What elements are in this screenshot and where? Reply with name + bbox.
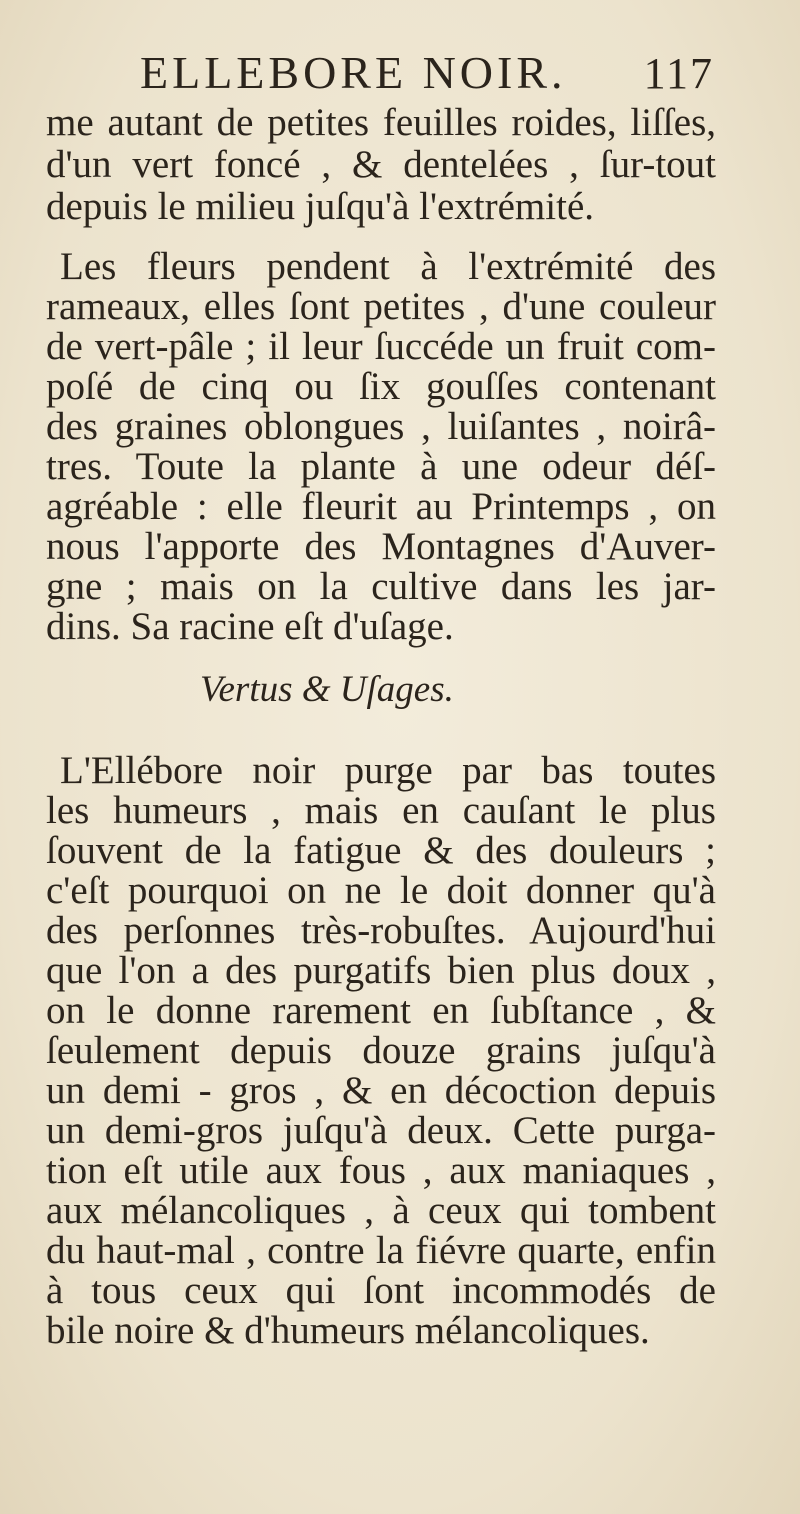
text-line: des perſonnes très-robuſtes. Aujourd'hui — [46, 909, 716, 952]
text-line: un demi-gros juſqu'à deux. Cette purga- — [46, 1109, 716, 1152]
page-header — [140, 46, 720, 104]
text-line: c'eſt pourquoi on ne le doit donner qu'à — [46, 869, 716, 912]
text-line: bile noire & d'humeurs mélancoliques. — [46, 1309, 650, 1352]
text-line: me autant de petites feuilles roides, liſſes, — [46, 101, 716, 144]
text-line: aux mélancoliques , à ceux qui tombent — [46, 1189, 716, 1232]
text-line: L'Ellébore noir purge par bas toutes — [60, 749, 716, 792]
text-line: agréable : elle fleurit au Printemps , on — [46, 485, 716, 528]
text-line: gne ; mais on la cultive dans les jar- — [46, 565, 716, 608]
text-line: de vert-pâle ; il leur ſuccéde un fruit com- — [46, 325, 716, 368]
page-number: 117 — [643, 49, 714, 98]
text-line: d'un vert foncé , & dentelées , ſur-tout — [46, 143, 716, 186]
text-line: ſouvent de la fatigue & des douleurs ; — [46, 829, 716, 872]
text-line: Les fleurs pendent à l'extrémité des — [60, 245, 716, 288]
text-line: un demi - gros , & en décoction depuis — [46, 1069, 716, 1112]
running-head: ELLEBORE NOIR. — [140, 47, 567, 98]
text-line: du haut-mal , contre la fiévre quarte, enfin — [46, 1229, 716, 1272]
text-line: depuis le milieu juſqu'à l'extrémité. — [46, 185, 594, 228]
text-line: on le donne rarement en ſubſtance , & — [46, 989, 716, 1032]
text-line: ſeulement depuis douze grains juſqu'à — [46, 1029, 716, 1072]
section-subheading: Vertus & Uſages. — [200, 669, 454, 710]
text-line: les humeurs , mais en cauſant le plus — [46, 789, 716, 832]
text-line: des graines oblongues , luiſantes , noirâ- — [46, 405, 716, 448]
text-line: rameaux, elles ſont petites , d'une couleur — [46, 285, 716, 328]
text-line: tres. Toute la plante à une odeur déſ- — [46, 445, 716, 488]
text-line: que l'on a des purgatifs bien plus doux , — [46, 949, 716, 992]
text-line: nous l'apporte des Montagnes d'Auver- — [46, 525, 716, 568]
text-line: tion eſt utile aux fous , aux maniaques , — [46, 1149, 716, 1192]
text-line: dins. Sa racine eſt d'uſage. — [46, 605, 454, 648]
text-line: à tous ceux qui ſont incommodés de — [46, 1269, 716, 1312]
text-line: poſé de cinq ou ſix gouſſes contenant — [46, 365, 716, 408]
